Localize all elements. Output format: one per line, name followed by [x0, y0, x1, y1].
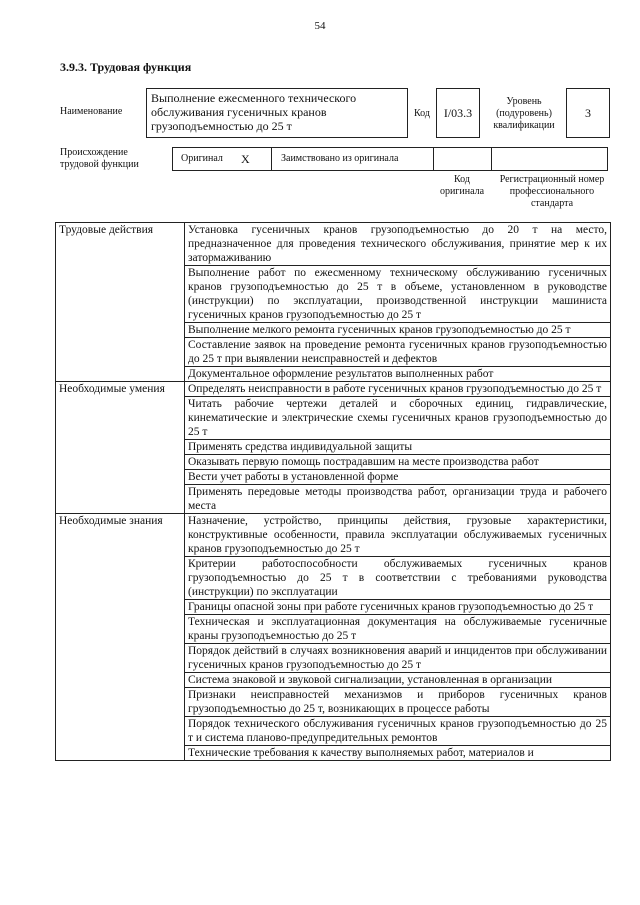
- item-cell: Выполнение работ по ежесменному техническому обслуживанию гусеничных кранов грузоподъемностью до 25 т в объеме, установленном в руководстве (инструкции) по эксплуатации, производственной инструкции машиниста гусеничных кранов грузоподъемностью до 25 т: [185, 266, 611, 323]
- item-cell: Вести учет работы в установленной форме: [185, 470, 611, 485]
- level-label: Уровень (подуровень) квалификации: [493, 96, 555, 131]
- item-cell: Технические требования к качеству выполняемых работ, материалов и: [185, 746, 611, 761]
- origin-label: Происхождение трудовой функции: [60, 147, 139, 170]
- code-original-label: Код оригинала: [439, 174, 485, 197]
- table-row: [56, 223, 611, 266]
- function-name-box: [146, 88, 408, 138]
- item-cell: Определять неисправности в работе гусеничных кранов грузоподъемностью до 25 т: [185, 382, 611, 397]
- item-cell: Система знаковой и звуковой сигнализации, установленная в организации: [185, 673, 611, 688]
- item-cell: Признаки неисправностей механизмов и приборов гусеничных кранов грузоподъемностью до 25 т, возникающих в процессе работы: [185, 688, 611, 717]
- original-label: Оригинал: [181, 153, 223, 164]
- original-mark: X: [241, 152, 250, 166]
- origin-divider: [491, 148, 492, 170]
- item-cell: Границы опасной зоны при работе гусеничных кранов грузоподъемностью до 25 т: [185, 600, 611, 615]
- category-cell: Необходимые умения: [56, 382, 185, 514]
- item-cell: Порядок действий в случаях возникновения аварий и инцидентов при обслуживании гусеничных кранов грузоподъемностью до 25 т: [185, 644, 611, 673]
- code-value: I/03.3: [443, 105, 473, 120]
- origin-row: [172, 147, 608, 171]
- borrowed-label: Заимствовано из оригинала: [281, 153, 399, 164]
- section-title: 3.9.3. Трудовая функция: [60, 60, 192, 74]
- origin-divider: [433, 148, 434, 170]
- level-box: [566, 88, 610, 138]
- reg-number-label: Регистрационный номер профессионального стандарта: [499, 174, 605, 209]
- item-cell: Техническая и эксплуатационная документация на обслуживаемые гусеничные краны грузоподъемностью до 25 т: [185, 615, 611, 644]
- origin-divider: [271, 148, 272, 170]
- labor-function-table: [55, 222, 611, 761]
- code-label: Код: [414, 108, 430, 119]
- item-cell: Оказывать первую помощь пострадавшим на месте производства работ: [185, 455, 611, 470]
- item-cell: Выполнение мелкого ремонта гусеничных кранов грузоподъемностью до 25 т: [185, 323, 611, 338]
- category-cell: Необходимые знания: [56, 514, 185, 761]
- item-cell: Составление заявок на проведение ремонта гусеничных кранов грузоподъемностью до 25 т при выявлении неисправностей и дефектов: [185, 338, 611, 367]
- code-box: [436, 88, 480, 138]
- item-cell: Применять средства индивидуальной защиты: [185, 440, 611, 455]
- item-cell: Установка гусеничных кранов грузоподъемностью до 20 т на место, предназначенное для проведения технического обслуживания, принятие мер к их затормаживанию: [185, 223, 611, 266]
- name-label: Наименование: [60, 106, 123, 117]
- item-cell: Документальное оформление результатов выполненных работ: [185, 367, 611, 382]
- category-cell: Трудовые действия: [56, 223, 185, 382]
- level-value: 3: [585, 105, 591, 120]
- item-cell: Критерии работоспособности обслуживаемых гусеничных кранов грузоподъемностью до 25 т в соответствии с требованиями руководства (инструкции) по эксплуатации: [185, 557, 611, 600]
- function-name-value: Выполнение ежесменного технического обслуживания гусеничных кранов грузоподъемностью до 25 т: [151, 91, 357, 133]
- page-number: 54: [314, 20, 326, 32]
- item-cell: Применять передовые методы производства работ, организации труда и рабочего места: [185, 485, 611, 514]
- item-cell: Порядок технического обслуживания гусеничных кранов грузоподъемностью до 25 т и система планово-предупредительных ремонтов: [185, 717, 611, 746]
- table-row: [56, 382, 611, 397]
- item-cell: Читать рабочие чертежи деталей и сборочных единиц, гидравлические, кинематические и электрические схемы гусеничных кранов грузоподъемностью до 25 т: [185, 397, 611, 440]
- table-row: [56, 514, 611, 557]
- item-cell: Назначение, устройство, принципы действия, грузовые характеристики, конструктивные особенности, правила эксплуатации обслуживаемых гусеничных кранов грузоподъемностью до 25 т: [185, 514, 611, 557]
